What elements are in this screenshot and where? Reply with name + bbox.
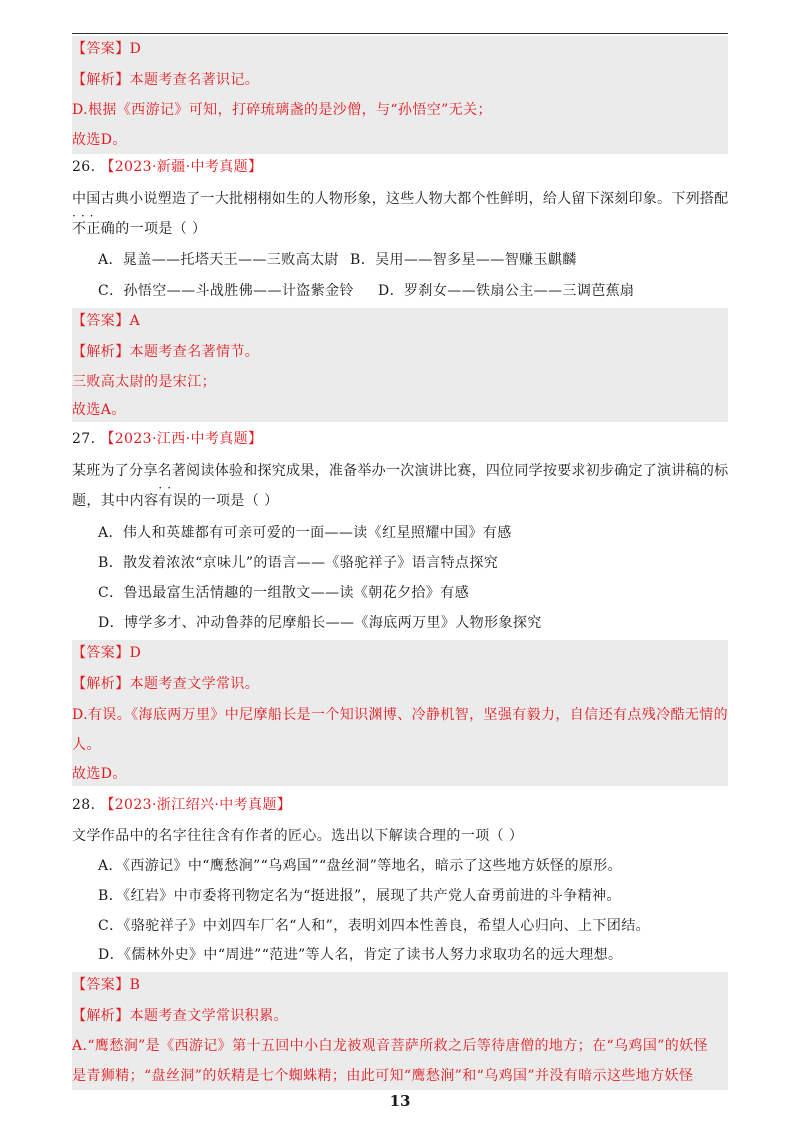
q25-answer-block xyxy=(72,36,728,154)
q28-option-b: B．《红岩》中市委将刊物定名为“挺进报”，展现了共产党人奋勇前进的斗争精神。 xyxy=(98,888,621,904)
q26-answer: 【答案】A xyxy=(72,313,141,329)
q27-stem-line1: 某班为了分享名著阅读体验和探究成果，准备举办一次演讲比赛，四位同学按要求初步确定了演讲稿的标 xyxy=(72,463,729,479)
q27-option-b: B．散发着浓浓“京味儿”的语言——《骆驼祥子》语言特点探究 xyxy=(98,555,499,571)
q26-answer-block xyxy=(72,308,728,422)
q26-explain: 三败高太尉的是宋江； xyxy=(72,374,216,390)
q28-answer-block xyxy=(72,972,728,1090)
q27-stem-line2: 题，其中内容 ·· 有误的一项是（ ） xyxy=(72,481,279,509)
header-rule xyxy=(72,33,728,34)
q26-conclusion: 故选A。 xyxy=(72,402,126,418)
q26-header: 26. 【2023·新疆·中考真题】 xyxy=(72,159,263,175)
q27-answer: 【答案】D xyxy=(72,645,142,661)
q27-option-d: D．博学多才、冲动鲁莽的尼摩船长——《海底两万里》人物形象探究 xyxy=(98,615,542,631)
q27-conclusion: 故选D。 xyxy=(72,766,127,782)
q28-option-c: C．《骆驼祥子》中刘四车厂名“人和”，表明刘四本性善良，希望人心归向、上下团结。 xyxy=(98,918,651,934)
q27-explain-line2: 人。 xyxy=(72,737,101,753)
q26-option-c: C．孙悟空——斗战胜佛——计盗紫金铃 xyxy=(98,283,354,299)
q26-emphasis: ··· 不正确 xyxy=(72,209,116,237)
q26-option-d: D．罗刹女——铁扇公主——三调芭蕉扇 xyxy=(378,283,635,299)
q25-analysis: 【解析】本题考查名著识记。 xyxy=(72,72,260,88)
q28-explain-line1: A.“鹰愁涧”是《西游记》第十五回中小白龙被观音菩萨所救之后等待唐僧的地方；在“乌鸡国”的妖怪 xyxy=(72,1038,708,1054)
q27-emphasis: ·· 有误 xyxy=(158,481,188,509)
q27-option-a: A．伟人和英雄都有可亲可爱的一面——读《红星照耀中国》有感 xyxy=(98,525,512,541)
q25-answer: 【答案】D xyxy=(72,41,142,57)
q28-answer: 【答案】B xyxy=(72,977,141,993)
q26-stem-line1: 中国古典小说塑造了一大批栩栩如生的人物形象，这些人物大都个性鲜明，给人留下深刻印象。下列搭配 xyxy=(72,191,729,207)
q27-option-c: C．鲁迅最富生活情趣的一组散文——读《朝花夕拾》有感 xyxy=(98,585,470,601)
q27-answer-block xyxy=(72,640,728,786)
q28-explain-line2: 是青狮精；“盘丝洞”的妖精是七个蜘蛛精；由此可知“鹰愁涧”和“乌鸡国”并没有暗示这些地方妖怪 xyxy=(72,1068,694,1084)
q28-option-d: D．《儒林外史》中“周进”“范进”等人名，肯定了读书人努力求取功名的远大理想。 xyxy=(98,947,623,963)
q28-header: 28. 【2023·浙江绍兴·中考真题】 xyxy=(72,797,292,813)
q27-analysis: 【解析】本题考查文学常识。 xyxy=(72,676,260,692)
q28-option-a: A．《西游记》中“鹰愁涧”“乌鸡国”“盘丝洞”等地名，暗示了这些地方妖怪的原形。 xyxy=(98,858,623,874)
q26-stem-line2: ··· 不正确的一项是（ ） xyxy=(72,209,207,237)
q28-stem: 文学作品中的名字往往含有作者的匠心。选出以下解读合理的一项（ ） xyxy=(72,828,524,844)
q28-analysis: 【解析】本题考查文学常识积累。 xyxy=(72,1008,289,1024)
q27-explain-line1: D.有误。《海底两万里》中尼摩船长是一个知识渊博、冷静机智，坚强有毅力，自信还有点残冷酷无情的 xyxy=(72,707,728,723)
page-number: 13 xyxy=(389,1092,411,1110)
q26-analysis: 【解析】本题考查名著情节。 xyxy=(72,344,260,360)
q26-option-b: B．吴用——智多星——智赚玉麒麟 xyxy=(350,252,577,268)
q26-option-a: A．晁盖——托塔天王——三败高太尉 xyxy=(98,252,339,268)
q25-conclusion: 故选D。 xyxy=(72,132,127,148)
q27-header: 27. 【2023·江西·中考真题】 xyxy=(72,431,263,447)
q25-explain: D.根据《西游记》可知，打碎琉璃盏的是沙僧，与“孙悟空”无关； xyxy=(72,102,492,118)
